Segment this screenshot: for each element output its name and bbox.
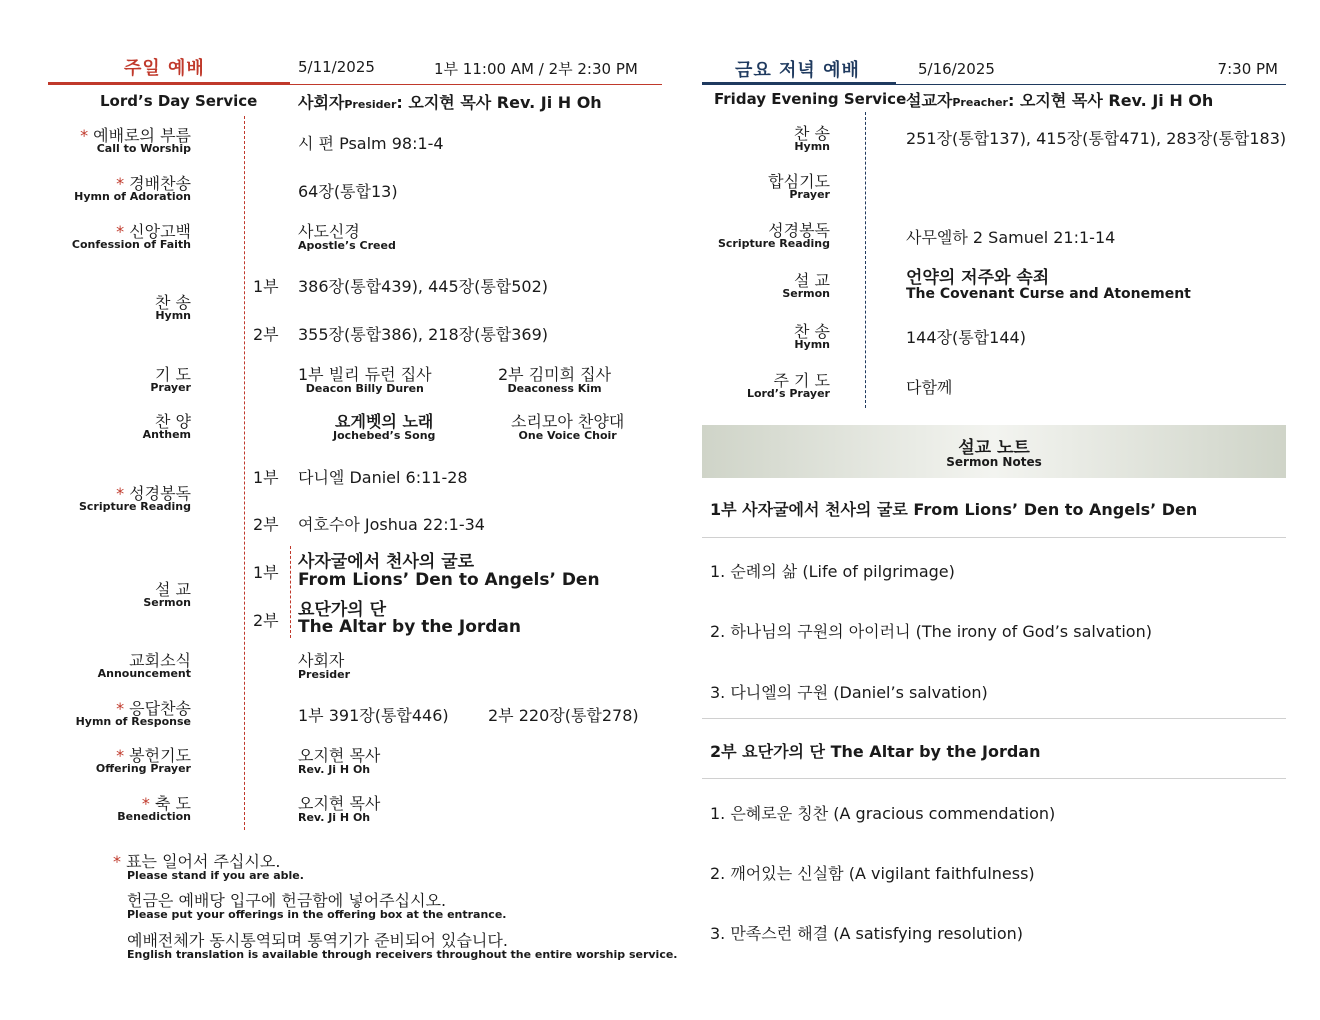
sermon-title2-en: The Altar by the Jordan xyxy=(298,617,522,637)
preacher-name: : 오지현 목사 Rev. Ji H Oh xyxy=(1007,91,1214,110)
friday-sermon-en: Sermon xyxy=(782,287,830,300)
friday-hymn2-value: 144장(통합144) xyxy=(906,328,1026,347)
notes-part1-title: 1부 사자굴에서 천사의 굴로 From Lions’ Den to Angels’ Den xyxy=(710,500,1198,519)
response-value1: 1부 391장(통합446) xyxy=(298,706,449,725)
prayer1-kr: 1부 빌리 듀런 집사 xyxy=(298,365,432,384)
notes-part1-point1: 1. 순례의 삶 (Life of pilgrimage) xyxy=(710,562,955,581)
sunday-presider xyxy=(298,90,602,113)
sermon-notes-header xyxy=(702,425,1286,478)
adoration-kr: 경배찬송 xyxy=(129,174,191,193)
anthem-en: Anthem xyxy=(142,428,191,441)
sunday-date: 5/11/2025 xyxy=(298,58,375,76)
notes-divider xyxy=(702,718,1286,719)
hymn-en: Hymn xyxy=(155,309,191,322)
offering-en: Offering Prayer xyxy=(95,762,191,775)
prayer-value2 xyxy=(498,362,611,395)
friday-time: 7:30 PM xyxy=(1217,60,1278,78)
benediction-value-kr: 오지현 목사 xyxy=(298,794,381,813)
friday-scripture-label xyxy=(718,218,830,250)
scripture-en: Scripture Reading xyxy=(78,500,191,513)
prayer-en: Prayer xyxy=(150,381,191,394)
announcement-value-en: Presider xyxy=(298,668,351,681)
confession-value-en: Apostle’s Creed xyxy=(298,239,396,252)
benediction-value-en: Rev. Ji H Oh xyxy=(298,811,371,824)
presider-label: 사회자 xyxy=(298,93,345,112)
anthem-value1 xyxy=(333,409,435,442)
footnote3-kr: 예배전체가 동시통역되며 통역기가 준비되어 있습니다. xyxy=(127,931,508,950)
hymn-service2: 2부 xyxy=(253,325,279,344)
friday-sermon-label xyxy=(782,268,830,300)
confession-value xyxy=(298,219,396,252)
friday-subtitle: Friday Evening Service xyxy=(714,90,907,108)
sunday-subtitle: Lord’s Day Service xyxy=(100,92,258,110)
prayer-kr: 기 도 xyxy=(155,365,191,384)
friday-date: 5/16/2025 xyxy=(918,60,995,78)
friday-hymn1-label xyxy=(794,121,830,153)
prayer-value1 xyxy=(298,362,432,395)
sunday-title-rule xyxy=(48,82,290,85)
prayer2-en: Deaconess Kim xyxy=(507,382,602,395)
sermon-title1-kr: 사자굴에서 천사의 굴로 xyxy=(298,552,475,572)
offering-value-en: Rev. Ji H Oh xyxy=(298,763,371,776)
confession-label xyxy=(72,219,191,251)
friday-lords-prayer-value: 다함께 xyxy=(906,378,953,397)
call-en: Call to Worship xyxy=(96,142,191,155)
prayer1-en: Deacon Billy Duren xyxy=(305,382,424,395)
standing-star: * xyxy=(116,699,125,718)
benediction-en: Benediction xyxy=(117,810,191,823)
sunday-divider xyxy=(244,116,245,830)
anthem2-kr: 소리모아 찬양대 xyxy=(511,412,625,431)
announcement-en: Announcement xyxy=(97,667,191,680)
sermon-service1: 1부 xyxy=(253,563,279,582)
friday-lords-prayer-kr: 주 기 도 xyxy=(773,371,830,390)
notes-part2-point3: 3. 만족스런 해결 (A satisfying resolution) xyxy=(710,924,1024,943)
announcement-value-kr: 사회자 xyxy=(298,651,345,670)
anthem2-en: One Voice Choir xyxy=(518,429,617,442)
friday-divider xyxy=(865,112,866,408)
anthem-kr: 찬 양 xyxy=(155,412,191,431)
sermon-title2-kr: 요단가의 단 xyxy=(298,600,387,620)
sermon-title1-en: From Lions’ Den to Angels’ Den xyxy=(298,570,600,590)
response-value2: 2부 220장(통합278) xyxy=(488,706,639,725)
anthem1-kr: 요게벳의 노래 xyxy=(335,412,434,431)
call-label xyxy=(80,123,191,155)
offering-label xyxy=(96,743,191,775)
standing-star: * xyxy=(80,126,89,145)
footnote-translation xyxy=(127,928,678,961)
scripture-service1: 1부 xyxy=(253,468,279,487)
presider-name: : 오지현 목사 Rev. Ji H Oh xyxy=(396,93,602,112)
standing-star: * xyxy=(116,746,125,765)
friday-hymn2-kr: 찬 송 xyxy=(794,322,830,341)
sunday-times: 1부 11:00 AM / 2부 2:30 PM xyxy=(434,60,638,78)
scripture-label xyxy=(79,481,191,513)
confession-en: Confession of Faith xyxy=(71,238,191,251)
friday-header-rule xyxy=(896,84,1286,85)
offering-value xyxy=(298,743,380,776)
footnote2-kr: 헌금은 예배당 입구에 헌금함에 넣어주십시오. xyxy=(127,891,447,910)
announcement-label xyxy=(98,648,191,680)
benediction-label xyxy=(117,791,191,823)
sermon-divider xyxy=(290,546,291,638)
benediction-kr: 축 도 xyxy=(155,794,191,813)
sermon-kr: 설 교 xyxy=(155,580,191,599)
footnote1-en: Please stand if you are able. xyxy=(127,869,304,882)
response-en: Hymn of Response xyxy=(75,715,191,728)
hymn-kr: 찬 송 xyxy=(155,293,191,312)
anthem-value2 xyxy=(511,409,624,442)
friday-hymn2-label xyxy=(794,319,830,351)
scripture-kr: 성경봉독 xyxy=(129,484,191,503)
notes-part1-point2: 2. 하나님의 구원의 아이러니 (The irony of God’s salvation) xyxy=(710,622,1152,641)
hymn-value1: 386장(통합439), 445장(통합502) xyxy=(298,277,549,296)
standing-star: * xyxy=(116,484,125,503)
adoration-label xyxy=(74,171,191,203)
confession-value-kr: 사도신경 xyxy=(298,222,360,241)
friday-sermon-title-kr: 언약의 저주와 속죄 xyxy=(906,268,1050,288)
hymn-value2: 355장(통합386), 218장(통합369) xyxy=(298,325,549,344)
sermon-label xyxy=(143,577,191,609)
call-value: 시 편 Psalm 98:1-4 xyxy=(298,134,444,153)
announcement-value xyxy=(298,648,350,681)
prayer-label xyxy=(150,362,191,394)
footnote1-kr: 표는 일어서 주십시오. xyxy=(126,852,281,871)
scripture-value1: 다니엘 Daniel 6:11-28 xyxy=(298,468,468,487)
friday-preacher xyxy=(906,88,1213,111)
scripture-service2: 2부 xyxy=(253,515,279,534)
footnote2-en: Please put your offerings in the offering box at the entrance. xyxy=(127,908,507,921)
sunday-header-rule xyxy=(290,84,662,85)
friday-hymn2-en: Hymn xyxy=(794,338,830,351)
friday-lords-prayer-label xyxy=(747,368,830,400)
friday-hymn1-value: 251장(통합137), 415장(통합471), 283장(통합183) xyxy=(906,129,1287,148)
hymn-label xyxy=(155,290,191,322)
standing-star: * xyxy=(113,852,121,871)
standing-star: * xyxy=(116,222,125,241)
call-kr: 예배로의 부름 xyxy=(93,126,191,145)
preacher-label: 설교자 xyxy=(906,91,953,110)
offering-kr: 봉헌기도 xyxy=(129,746,191,765)
friday-sermon-title-en: The Covenant Curse and Atonement xyxy=(906,286,1191,302)
friday-prayer-label xyxy=(768,169,830,201)
friday-title-rule xyxy=(702,82,896,85)
anthem1-en: Jochebed’s Song xyxy=(333,429,436,442)
response-label xyxy=(76,696,191,728)
sermon-notes-title-kr: 설교 노트 xyxy=(958,438,1030,458)
footnote-offering xyxy=(127,888,506,921)
notes-part2-point2: 2. 깨어있는 신실함 (A vigilant faithfulness) xyxy=(710,864,1035,883)
friday-scripture-en: Scripture Reading xyxy=(717,237,830,250)
prayer2-kr: 2부 김미희 집사 xyxy=(498,365,612,384)
sunday-title: 주일 예배 xyxy=(124,58,205,79)
scripture-value2: 여호수아 Joshua 22:1-34 xyxy=(298,515,485,534)
sermon-service2: 2부 xyxy=(253,611,279,630)
benediction-value xyxy=(298,791,380,824)
friday-scripture-kr: 성경봉독 xyxy=(768,221,830,240)
friday-lords-prayer-en: Lord’s Prayer xyxy=(746,387,830,400)
sermon-notes-title-en: Sermon Notes xyxy=(946,455,1042,469)
friday-hymn1-en: Hymn xyxy=(794,140,830,153)
footnote3-en: English translation is available through receivers throughout the entire worship service. xyxy=(127,948,678,961)
hymn-service1: 1부 xyxy=(253,277,279,296)
preacher-label-en: Preacher xyxy=(952,96,1008,109)
notes-part2-point1: 1. 은혜로운 칭찬 (A gracious commendation) xyxy=(710,804,1056,823)
notes-divider xyxy=(702,537,1286,538)
friday-scripture-value: 사무엘하 2 Samuel 21:1-14 xyxy=(906,228,1116,247)
adoration-en: Hymn of Adoration xyxy=(74,190,191,203)
announcement-kr: 교회소식 xyxy=(129,651,191,670)
friday-hymn1-kr: 찬 송 xyxy=(794,124,830,143)
confession-kr: 신앙고백 xyxy=(129,222,191,241)
anthem-label xyxy=(143,409,191,441)
notes-part2-title: 2부 요단가의 단 The Altar by the Jordan xyxy=(710,742,1041,761)
adoration-value: 64장(통합13) xyxy=(298,182,398,201)
presider-label-en: Presider xyxy=(344,98,397,111)
footnote-standing xyxy=(113,849,304,882)
offering-value-kr: 오지현 목사 xyxy=(298,746,381,765)
standing-star: * xyxy=(141,794,150,813)
standing-star: * xyxy=(116,174,125,193)
friday-prayer-en: Prayer xyxy=(789,188,830,201)
sermon-en: Sermon xyxy=(143,596,191,609)
response-kr: 응답찬송 xyxy=(129,699,191,718)
friday-sermon-kr: 설 교 xyxy=(794,271,830,290)
friday-prayer-kr: 합심기도 xyxy=(768,172,830,191)
friday-title: 금요 저녁 예배 xyxy=(735,60,860,81)
notes-part1-point3: 3. 다니엘의 구원 (Daniel’s salvation) xyxy=(710,683,988,702)
notes-divider xyxy=(702,778,1286,779)
